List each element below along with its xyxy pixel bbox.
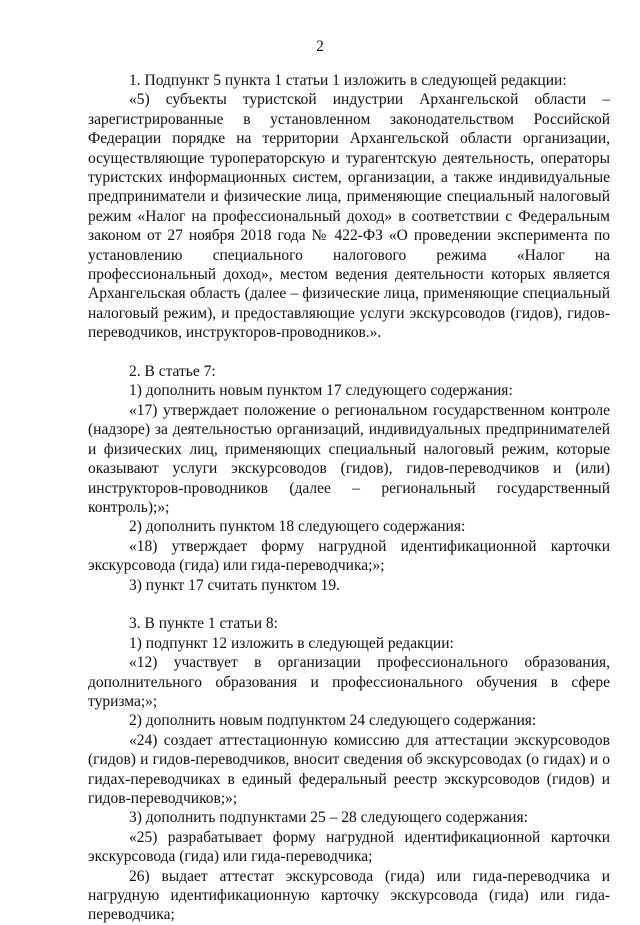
section-3-item-2-text: «24) создает аттестационную комиссию для аттестации экскурсоводов (гидов) и гидов-переводчиков, вносит сведения об экскурсоводах (о гидах) и о гидах-переводчиках в единый федеральный реестр экскурсоводов (гидов) и гидов-переводчиков;»;	[88, 731, 610, 807]
section-2-intro: 2. В статье 7:	[129, 363, 216, 381]
section-3-intro: 3. В пункте 1 статьи 8:	[129, 615, 278, 633]
section-1-intro: 1. Подпункт 5 пункта 1 статьи 1 изложить в следующей редакции:	[129, 72, 567, 89]
section-2-item-1-text: «17) утверждает положение о региональном государственном контроле (надзоре) за деятельностью организаций, индивидуальных предпринимателей и физических лиц, применяющих специальный налоговый режим, которые оказывают услуги экскурсоводов (гидов), гидов-переводчиков и (или) инструкторов-проводников (далее – региональный государственный контроль);»;	[88, 401, 610, 516]
paragraph-gap	[88, 343, 610, 362]
section-2-item-3: 3) пункт 17 считать пунктом 19.	[129, 576, 341, 594]
section-3	[88, 614, 610, 925]
section-3-item-1-text: «12) участвует в организации профессионального образования, дополнительного образования и профессионального обучения в сфере туризма;»;	[88, 654, 610, 710]
section-3-item-3-text-26: 26) выдает аттестат экскурсовода (гида) или гида-переводчика и нагрудную идентификационную карточку экскурсовода (гида) или гида-переводчика;	[88, 867, 610, 924]
page-number: 2	[316, 38, 324, 55]
section-1-text: «5) субъекты туристской индустрии Архангельской области – зарегистрированные в установленном законодательством Российской Федерации порядке на территории Архангельской области организации, осуществляющие туроператорскую и турагентскую деятельность, операторы туристских информационных систем, организации, а также индивидуальные предприниматели и физические лица, применяющие специальный налоговый режим «Налог на профессиональный доход» в соответствии с Федеральным законом от 27 ноября 2018 года № 422-ФЗ «О проведении эксперимента по установлению специального налогового режима «Налог на профессиональный доход», местом ведения деятельности которых является Архангельская область (далее – физические лица, применяющие специальный налоговый режим), и предоставляющие услуги экскурсоводов (гидов), гидов-переводчиков, инструкторов-проводников.».	[88, 91, 610, 342]
section-3-item-2-intro: 2) дополнить новым подпунктом 24 следующего содержания:	[129, 712, 537, 730]
section-3-item-3-text-25: «25) разрабатывает форму нагрудной идентификационной карточки экскурсовода (гида) или гида-переводчика;	[88, 828, 610, 866]
section-1	[88, 71, 610, 343]
section-3-item-1-intro: 1) подпункт 12 изложить в следующей редакции:	[129, 634, 454, 652]
section-2-item-1-intro: 1) дополнить новым пунктом 17 следующего содержания:	[129, 382, 513, 400]
section-2-item-2-text: «18) утверждает форму нагрудной идентификационной карточки экскурсовода (гида) или гида-переводчика;»;	[88, 537, 610, 575]
section-2	[88, 362, 610, 595]
section-3-item-3-intro: 3) дополнить подпунктами 25 – 28 следующего содержания:	[129, 809, 528, 827]
section-2-item-2-intro: 2) дополнить пунктом 18 следующего содержания:	[129, 518, 466, 536]
paragraph-gap	[88, 595, 610, 614]
document-body	[88, 71, 610, 925]
